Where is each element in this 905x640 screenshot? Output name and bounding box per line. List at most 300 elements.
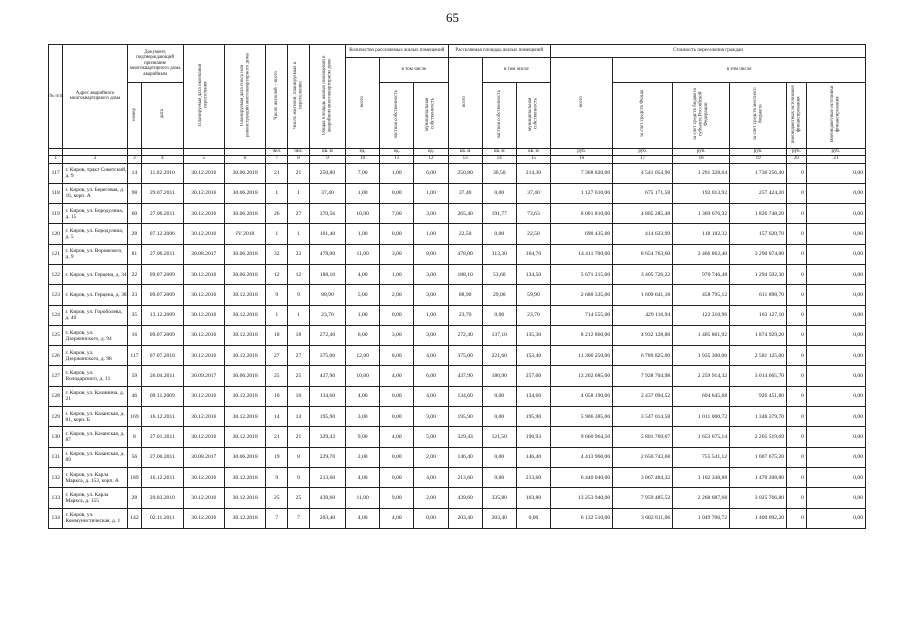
table-cell: ед. (346, 148, 380, 156)
table-cell: 126 (49, 346, 63, 366)
table-cell: 3 290 074,00 (730, 244, 787, 264)
table-cell: 16 (551, 156, 613, 164)
table-cell: 123 (49, 285, 63, 305)
table-cell: 122 (49, 264, 63, 284)
table-cell: г. Киров, ул. Коммунистическая, д. 1 (63, 508, 127, 528)
table-cell: 30.12.2016 (183, 346, 224, 366)
table-cell: 694 645,68 (673, 386, 730, 406)
table-row (49, 325, 866, 345)
table-cell: 18 (288, 325, 310, 345)
table-cell: 0 (787, 366, 807, 386)
units-row (49, 148, 866, 156)
table-cell: 30.12.2018 (224, 305, 265, 325)
table-cell: 4 805 285,48 (613, 204, 673, 224)
table-cell: 458 795,12 (673, 285, 730, 305)
table-cell: 0,00 (806, 508, 865, 528)
table-cell: 20 (787, 156, 807, 164)
table-cell: 134,60 (448, 386, 482, 406)
table-cell: 23,70 (516, 305, 550, 325)
table-cell: 0,00 (482, 224, 516, 244)
table-cell: 30.12.2016 (183, 508, 224, 528)
table-row (49, 508, 866, 528)
table-cell: 118 (49, 183, 63, 203)
table-cell: 09.11.2009 (142, 386, 183, 406)
table-cell: 1,00 (380, 264, 414, 284)
header-rooms-count-group: Количество расселяемых жилых помещений (346, 45, 448, 58)
table-cell: 2,00 (346, 447, 380, 467)
table-cell: 1 (288, 183, 310, 203)
table-cell: 15 (516, 156, 550, 164)
table-cell: г. Киров, тракт Советский, д. 9 (63, 163, 127, 183)
table-cell: IV 2018 (224, 224, 265, 244)
table-cell: 0 (787, 447, 807, 467)
table-cell: 257,00 (516, 366, 550, 386)
table-cell: 3,00 (414, 407, 448, 427)
table-row (49, 285, 866, 305)
table-cell: 192 013,92 (673, 183, 730, 203)
table-cell: 1 291 328,64 (673, 163, 730, 183)
table-cell: 3,00 (414, 264, 448, 284)
table-cell: 0 (787, 305, 807, 325)
table-cell: 1 (266, 224, 288, 244)
table-cell: 59 (127, 366, 141, 386)
table-cell: 0,00 (806, 264, 865, 284)
table-cell: 35 (127, 305, 141, 325)
table-cell: 121,50 (482, 427, 516, 447)
table-cell: 2 (63, 156, 127, 164)
table-cell: 6,00 (414, 366, 448, 386)
table-cell: г. Киров, ул. Герцена, д. 38 (63, 285, 127, 305)
table-cell: 59,90 (516, 285, 550, 305)
table-cell: 12 (414, 156, 448, 164)
table-cell: 30.12.2018 (224, 386, 265, 406)
table-cell: 4,00 (414, 467, 448, 487)
table-cell: 0,00 (806, 224, 865, 244)
header-cost-group: Стоимость переселения граждан (551, 45, 866, 58)
table-cell: 6 (224, 156, 265, 164)
table-cell: 26.04.2011 (142, 366, 183, 386)
table-cell: 0,00 (806, 447, 865, 467)
table-cell: руб. (806, 148, 865, 156)
table-cell: 2 259 914,32 (673, 366, 730, 386)
table-cell: 1 (288, 224, 310, 244)
table-cell: 5 906 385,00 (551, 407, 613, 427)
table-cell: 0 (787, 467, 807, 487)
table-cell: 0,00 (806, 467, 865, 487)
table-cell: г. Киров, ул. Дзержинского, д. 94 (63, 325, 127, 345)
table-cell: 25 (266, 488, 288, 508)
table-cell: 8,00 (414, 244, 448, 264)
table-cell: 4,00 (346, 386, 380, 406)
table-cell: 13 (448, 156, 482, 164)
header-rooms-total: всего (346, 58, 380, 149)
table-cell: 27.06.2011 (142, 447, 183, 467)
table-cell: руб. (613, 148, 673, 156)
table-cell: 26 (266, 204, 288, 224)
table-cell: 0,00 (482, 305, 516, 325)
table-cell: 7,00 (380, 204, 414, 224)
table-cell: 2,00 (414, 447, 448, 467)
table-cell: 12,00 (346, 346, 380, 366)
table-cell: 146,40 (448, 447, 482, 467)
table-row (49, 488, 866, 508)
table-cell: 3,00 (414, 285, 448, 305)
table-cell: 180,90 (482, 366, 516, 386)
table-cell: 30.12.2018 (224, 285, 265, 305)
table-cell: 103,80 (516, 488, 550, 508)
table-cell: 1 609 641,18 (613, 285, 673, 305)
table-cell: 0 (787, 183, 807, 203)
table-cell: 1,00 (346, 224, 380, 244)
table-cell: 0,00 (482, 183, 516, 203)
table-cell: 189 (127, 467, 141, 487)
table-cell: 25 (288, 366, 310, 386)
table-cell: 22,50 (448, 224, 482, 244)
table-cell: 121 (49, 244, 63, 264)
table-cell: 3,00 (414, 204, 448, 224)
table-cell: 30.12.2016 (183, 386, 224, 406)
table-cell: 30.12.2016 (183, 264, 224, 284)
table-cell: 23,70 (309, 305, 345, 325)
table-cell: 1 736 256,40 (730, 163, 787, 183)
header-fund-means: за счет средств Фонда (613, 83, 673, 149)
table-cell: 117 (127, 346, 141, 366)
table-cell: 3 547 014,58 (613, 407, 673, 427)
table-cell: 213,60 (309, 467, 345, 487)
table-cell: 117 (49, 163, 63, 183)
table-body (49, 148, 866, 528)
table-cell: 132 (49, 467, 63, 487)
table-cell: 1,00 (414, 305, 448, 325)
table-cell: 0,00 (482, 467, 516, 487)
table-cell: 5 801 769,67 (613, 427, 673, 447)
table-row (49, 386, 866, 406)
table-cell: 4,00 (346, 508, 380, 528)
table-cell: 2 268 687,68 (673, 488, 730, 508)
table-cell: 19 (266, 447, 288, 467)
table-cell: 1 (49, 156, 63, 164)
table-cell: 30.12.2018 (224, 427, 265, 447)
table-cell: 257 424,20 (730, 183, 787, 203)
table-cell: 1 (266, 305, 288, 325)
table-cell: 9,00 (346, 427, 380, 447)
header-extra-sources: внебюджетных источников финансирования (787, 83, 807, 149)
table-cell: 3,00 (414, 325, 448, 345)
table-cell: 1,00 (346, 183, 380, 203)
table-cell: 4,00 (380, 366, 414, 386)
table-cell: 370,56 (309, 204, 345, 224)
table-cell: 690 435,00 (551, 224, 613, 244)
table-cell: 195,90 (516, 407, 550, 427)
header-area-total: всего (448, 58, 482, 149)
table-cell: 1 470 208,80 (730, 467, 787, 487)
table-cell: 3 (127, 156, 141, 164)
table-cell: 375,00 (448, 346, 482, 366)
table-cell: 21 (288, 163, 310, 183)
table-cell: 30.06.2018 (224, 447, 265, 467)
header-area-municipal: муниципальная собственность (516, 83, 550, 149)
table-cell: 675 171,58 (613, 183, 673, 203)
table-cell: 27.06.2011 (142, 204, 183, 224)
table-cell: 4 541 054,96 (613, 163, 673, 183)
table-cell: 30.12.2016 (183, 305, 224, 325)
table-cell: 16.12.2011 (142, 467, 183, 487)
table-cell: 11,00 (346, 488, 380, 508)
table-cell: 8,00 (380, 346, 414, 366)
table-cell: 1 874 929,20 (730, 325, 787, 345)
table-cell: 4 058 190,00 (551, 386, 613, 406)
table-cell: 30.12.2016 (183, 488, 224, 508)
table-cell: 30.12.2016 (183, 224, 224, 244)
table-cell: 0 (787, 244, 807, 264)
header-cost-including: в том числе (613, 58, 866, 83)
column-numbers-row (49, 156, 866, 164)
table-cell: 0,00 (380, 305, 414, 325)
table-cell: 09.07.2009 (142, 285, 183, 305)
table-cell: 46 (127, 386, 141, 406)
table-cell: 0 (787, 285, 807, 305)
table-cell: 8 (127, 427, 141, 447)
header-address: Адрес аварийного многоквартирного дома (63, 45, 127, 149)
table-cell: 30.12.2016 (183, 285, 224, 305)
header-residents-count: Число жителей – всего (266, 45, 288, 149)
table-cell: 1 935 300,00 (673, 346, 730, 366)
table-cell: 0,00 (806, 244, 865, 264)
table-cell: 8 001 810,00 (551, 204, 613, 224)
table-row (49, 467, 866, 487)
table-cell (49, 148, 63, 156)
table-cell: 0 (787, 264, 807, 284)
table-cell: 5 671 215,00 (551, 264, 613, 284)
table-cell: 36,50 (482, 163, 516, 183)
table-cell: 4,00 (414, 346, 448, 366)
table-cell: 2 437 094,52 (613, 386, 673, 406)
table-cell: 8 (288, 156, 310, 164)
table-cell: 56 (127, 447, 141, 467)
table-cell: 0,00 (380, 224, 414, 244)
table-cell: 30.06.2018 (224, 366, 265, 386)
table-cell: 1 007 675,20 (730, 447, 787, 467)
table-cell: 0,00 (482, 407, 516, 427)
table-cell: 134,60 (309, 386, 345, 406)
table-cell: 27 (288, 346, 310, 366)
table-cell: 88,90 (309, 285, 345, 305)
table-cell: 11.02.2010 (142, 163, 183, 183)
table-cell: 1 348 379,70 (730, 407, 787, 427)
table-cell: 195,90 (309, 407, 345, 427)
header-area-including: в том числе (482, 58, 550, 83)
table-row (49, 305, 866, 325)
table-cell: 1,00 (414, 183, 448, 203)
relocation-table (48, 44, 866, 529)
table-cell: 1 294 592,30 (730, 264, 787, 284)
table-cell: 2,00 (414, 488, 448, 508)
table-cell: 28 (127, 224, 141, 244)
table-cell: 0 (787, 325, 807, 345)
table-cell: 196,93 (516, 427, 550, 447)
table-cell: 1 369 676,32 (673, 204, 730, 224)
table-cell: 11 306 250,00 (551, 346, 613, 366)
table-cell: кв. м (309, 148, 345, 156)
header-document: Документ, подтверждающий признание многоквартирного дома аварийным (127, 45, 183, 83)
table-cell: 25 (266, 366, 288, 386)
table-cell: 188,10 (448, 264, 482, 284)
table-cell: 2 680 335,00 (551, 285, 613, 305)
table-cell: г. Киров, ул. Воровского, д. 9 (63, 244, 127, 264)
table-cell: 134 (49, 508, 63, 528)
table-cell: 30.12.2016 (183, 427, 224, 447)
table-cell (63, 148, 127, 156)
table-cell: г. Киров, ул. Береговая, д. 16, корп. А (63, 183, 127, 203)
table-cell: 0,00 (806, 285, 865, 305)
table-row (49, 224, 866, 244)
table-cell: 3 405 726,22 (613, 264, 673, 284)
table-cell: чел. (266, 148, 288, 156)
table-cell: 163 127,10 (730, 305, 787, 325)
table-cell: 30.12.2018 (224, 488, 265, 508)
table-cell: 30.08.2017 (183, 447, 224, 467)
table-cell: 164,70 (516, 244, 550, 264)
table-cell: 0 (787, 163, 807, 183)
table-cell: 2,00 (380, 285, 414, 305)
table-cell: 429 116,94 (613, 305, 673, 325)
header-local-budget: за счет средств местного бюджета (730, 83, 787, 149)
table-cell: 21 (266, 163, 288, 183)
table-cell: 09.07.2009 (142, 325, 183, 345)
table-cell: 1,00 (346, 305, 380, 325)
table-cell: 7 959 485,52 (613, 488, 673, 508)
table-row (49, 447, 866, 467)
table-cell: 134,50 (516, 264, 550, 284)
table-cell: 0,00 (380, 386, 414, 406)
table-cell: 0,00 (806, 407, 865, 427)
table-cell: 1 049 706,72 (673, 508, 730, 528)
table-cell: 4,00 (346, 264, 380, 284)
table-cell: 10 (346, 156, 380, 164)
table-cell: 6,00 (414, 163, 448, 183)
table-cell: 1 (288, 305, 310, 325)
table-cell: 478,00 (309, 244, 345, 264)
table-cell: 335,80 (482, 488, 516, 508)
table-cell: 133 (49, 488, 63, 508)
table-cell: 02.11.2011 (142, 508, 183, 528)
table-row (49, 183, 866, 203)
table-cell: 13 202 685,00 (551, 366, 613, 386)
table-cell: 30.06.2018 (224, 264, 265, 284)
table-cell: 88,90 (448, 285, 482, 305)
table-cell: 98 (127, 183, 141, 203)
table-cell: 146,40 (516, 447, 550, 467)
header-area-private: частная собственность (482, 83, 516, 149)
table-cell: 9 (266, 285, 288, 305)
table-cell: 191,77 (482, 204, 516, 224)
table-cell: 37,40 (448, 183, 482, 203)
table-cell: 10 (266, 386, 288, 406)
table-cell: 13.12.2009 (142, 305, 183, 325)
table-cell: г. Киров, ул. Герцена, д. 34 (63, 264, 127, 284)
table-cell: 414 633,99 (613, 224, 673, 244)
table-cell: 5,00 (346, 285, 380, 305)
table-cell: 128 (49, 386, 63, 406)
header-doc-date: дата (142, 83, 183, 149)
table-cell: 6 440 040,00 (551, 467, 613, 487)
table-cell: 07.07.2010 (142, 346, 183, 366)
table-cell: 30.12.2016 (183, 467, 224, 487)
table-cell: 18 (266, 325, 288, 345)
table-cell: 9 (288, 467, 310, 487)
table-cell: 0,00 (806, 346, 865, 366)
table-row (49, 346, 866, 366)
table-cell: 30.12.2016 (183, 204, 224, 224)
table-cell: чел. (288, 148, 310, 156)
table-cell: г. Киров, ул. Карла Маркса, д. 153, корп. А (63, 467, 127, 487)
table-row (49, 163, 866, 183)
table-cell: 32 (288, 244, 310, 264)
table-cell: 439,60 (448, 488, 482, 508)
table-cell: 131 (49, 447, 63, 467)
table-cell: 1,00 (414, 224, 448, 244)
table-cell: 21 (266, 427, 288, 447)
table-cell: 437,90 (448, 366, 482, 386)
table-cell: 30.12.2018 (224, 467, 265, 487)
table-cell: 23 (127, 285, 141, 305)
table-cell: 7 (266, 156, 288, 164)
table-cell: 0 (787, 488, 807, 508)
table-cell: 4,00 (414, 386, 448, 406)
table-cell: 5 (183, 156, 224, 164)
header-rooms-municipal: муниципальная собственность (414, 83, 448, 149)
table-cell: г. Киров, ул. Карла Маркса, д. 155 (63, 488, 127, 508)
table-cell: 9 (266, 467, 288, 487)
table-cell: 60 (127, 204, 141, 224)
header-residents-to-relocate: Число жителей, планируемых к переселению (288, 45, 310, 149)
table-cell: 6,00 (346, 325, 380, 345)
table-cell: 0,00 (482, 447, 516, 467)
table-cell: 30.12.2016 (183, 163, 224, 183)
table-cell: 14 (127, 163, 141, 183)
header-cost-total: всего (551, 58, 613, 149)
table-cell: 137,10 (482, 325, 516, 345)
table-cell: г. Киров, ул. Дзержинского, д. 98 (63, 346, 127, 366)
table-cell: 30.06.2018 (224, 204, 265, 224)
header-planned-relocation-date: Планируемая дата окончания переселения (183, 45, 224, 149)
table-cell: 6 789 825,00 (613, 346, 673, 366)
table-cell: 203,40 (448, 508, 482, 528)
table-cell: 4 932 128,88 (613, 325, 673, 345)
table-cell: 221,60 (482, 346, 516, 366)
table-cell: 0,00 (806, 488, 865, 508)
table-cell: 07.12.2006 (142, 224, 183, 244)
table-cell: 970 746,48 (673, 264, 730, 284)
table-cell: 14 (266, 407, 288, 427)
table-cell: 20.03.2010 (142, 488, 183, 508)
table-cell: 30.08.2017 (183, 244, 224, 264)
header-doc-number: номер (127, 83, 141, 149)
table-cell: 0,00 (806, 366, 865, 386)
table-cell: 7,00 (346, 163, 380, 183)
table-cell: 3,00 (380, 244, 414, 264)
table-cell: 125 (49, 325, 63, 345)
table-cell: руб. (787, 148, 807, 156)
table-cell: 203,40 (309, 508, 345, 528)
table-cell: 7 (288, 508, 310, 528)
table-cell: 1 102 348,88 (673, 467, 730, 487)
table-cell: 11 (380, 156, 414, 164)
table-cell: г. Киров, ул. Бородулина, д. 5 (63, 224, 127, 244)
header-rooms-including: в том числе (380, 58, 448, 83)
table-cell (142, 148, 183, 156)
table-cell: 3,00 (380, 325, 414, 345)
